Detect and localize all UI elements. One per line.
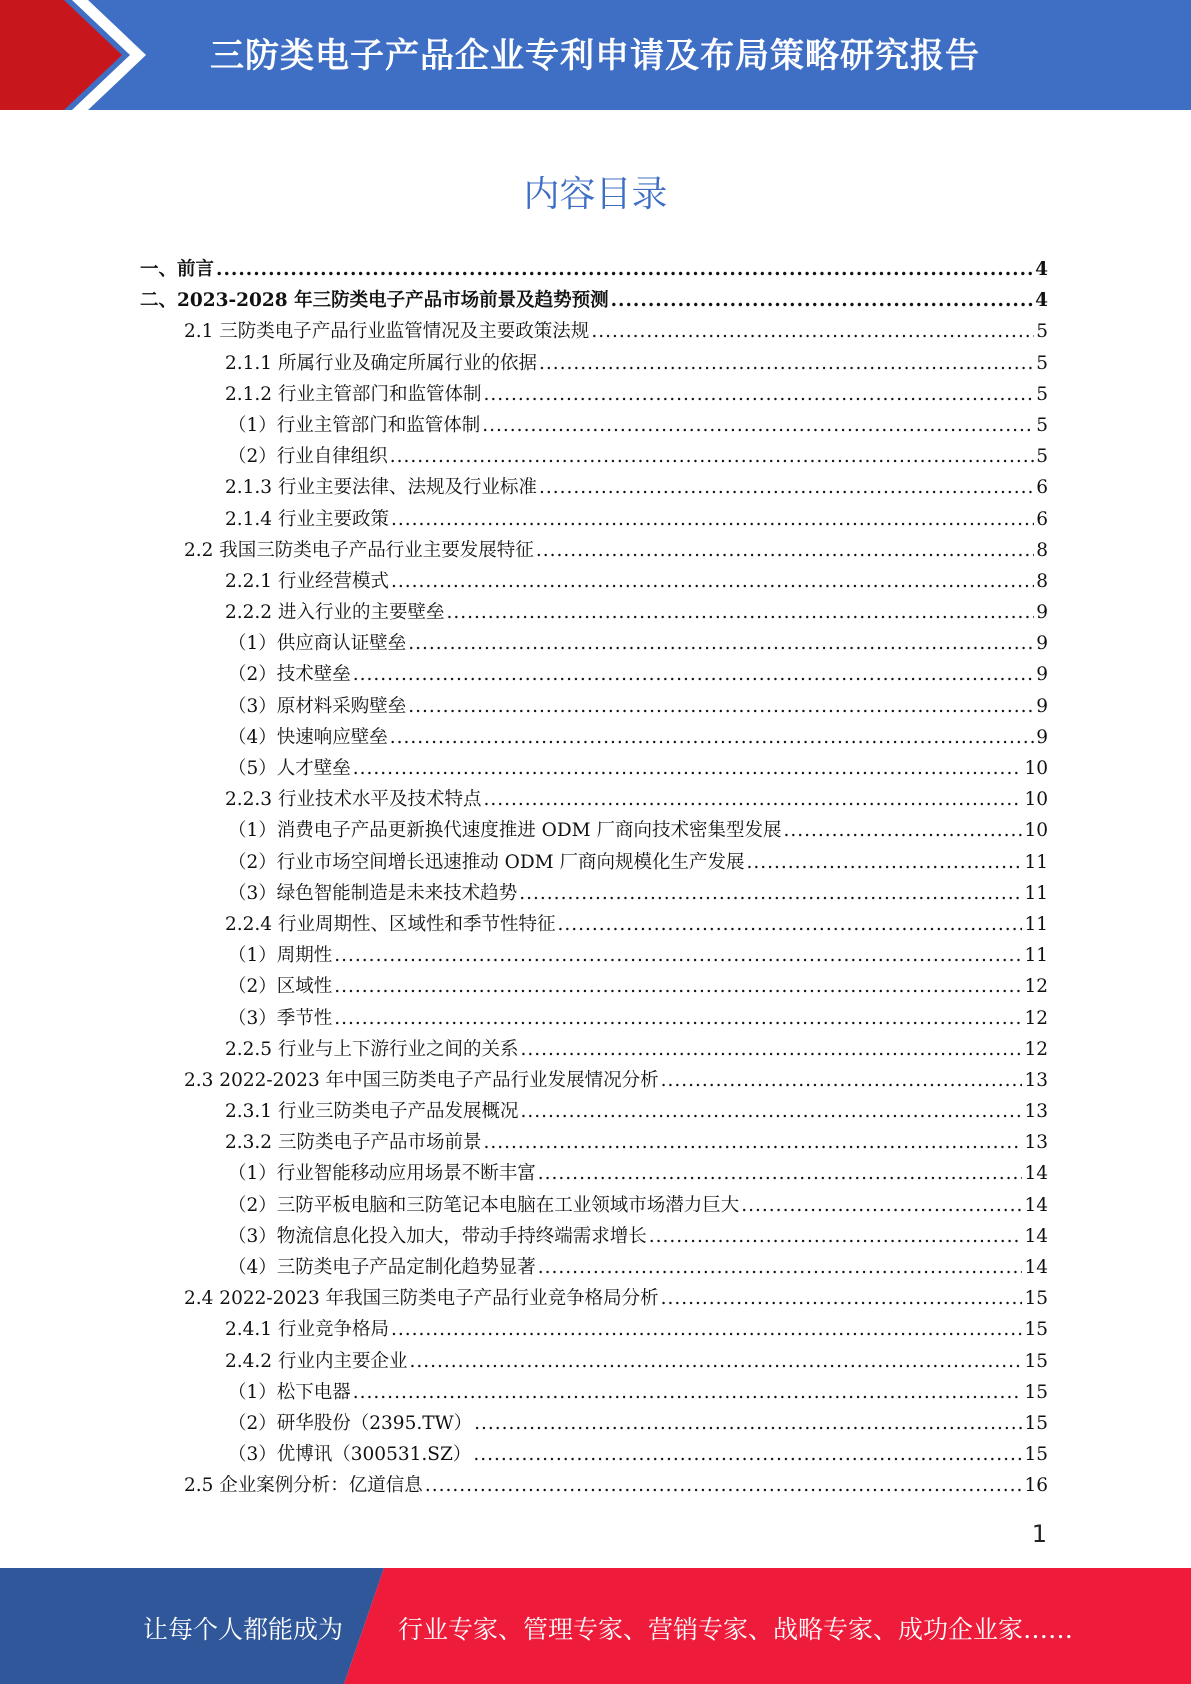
toc-entry-page: 13 [1024, 1132, 1048, 1154]
toc-entry[interactable] [140, 472, 1048, 503]
toc-entry-page: 6 [1036, 508, 1048, 530]
toc-entry[interactable] [140, 940, 1048, 971]
toc-entry[interactable] [140, 316, 1048, 347]
toc-entry[interactable] [140, 1439, 1048, 1470]
table-of-contents [140, 254, 1048, 1502]
toc-entry-label: 2.3 2022-2023 年中国三防类电子产品行业发展情况分析 [184, 1069, 659, 1091]
toc-entry-label: （1）行业智能移动应用场景不断丰富 [228, 1163, 536, 1185]
toc-entry-page: 13 [1024, 1069, 1048, 1091]
toc-entry-label: （4）快速响应壁垒 [228, 726, 388, 748]
toc-entry-label: （2）行业自律组织 [228, 446, 388, 468]
toc-entry-label: 2.3.2 三防类电子产品市场前景 [225, 1132, 482, 1154]
toc-dot-leader [334, 971, 1022, 1002]
toc-entry[interactable] [140, 1221, 1048, 1252]
toc-entry[interactable] [140, 566, 1048, 597]
toc-entry[interactable] [140, 1065, 1048, 1096]
toc-entry-page: 9 [1036, 726, 1048, 748]
toc-entry-page: 13 [1024, 1101, 1048, 1123]
toc-entry-page: 9 [1036, 633, 1048, 655]
toc-dot-leader [474, 1408, 1022, 1439]
toc-entry-page: 9 [1036, 664, 1048, 686]
toc-dot-leader [539, 472, 1034, 503]
toc-entry-page: 15 [1024, 1350, 1048, 1372]
toc-entry-label: 一、前言 [140, 259, 215, 280]
toc-entry-label: 2.3.1 行业三防类电子产品发展概况 [225, 1101, 519, 1123]
toc-dot-leader [446, 597, 1034, 628]
toc-heading: 内容目录 [523, 174, 668, 215]
toc-entry-page: 14 [1024, 1194, 1048, 1216]
toc-entry-page: 14 [1024, 1163, 1048, 1185]
toc-entry[interactable] [140, 410, 1048, 441]
toc-entry-page: 16 [1024, 1475, 1048, 1497]
toc-dot-leader [390, 441, 1034, 472]
toc-entry-label: 2.1.1 所属行业及确定所属行业的依据 [225, 352, 537, 374]
toc-entry[interactable] [140, 379, 1048, 410]
toc-dot-leader [539, 348, 1034, 379]
toc-entry-page: 8 [1036, 570, 1048, 592]
toc-entry-page: 5 [1036, 383, 1048, 405]
toc-dot-leader [334, 1003, 1022, 1034]
toc-entry[interactable] [140, 1346, 1048, 1377]
toc-entry-label: （3）优博讯（300531.SZ） [228, 1444, 472, 1466]
toc-entry-label: 2.1.4 行业主要政策 [225, 508, 389, 530]
toc-dot-leader [649, 1221, 1023, 1252]
toc-entry[interactable] [140, 1408, 1048, 1439]
toc-entry[interactable] [140, 348, 1048, 379]
toc-entry-page: 10 [1024, 820, 1048, 842]
toc-entry[interactable] [140, 504, 1048, 535]
toc-entry-label: （3）绿色智能制造是未来技术趋势 [228, 882, 518, 904]
toc-entry-page: 5 [1036, 414, 1048, 436]
toc-entry-label: （3）原材料采购壁垒 [228, 695, 407, 717]
footer-slogan-left: 让每个人都能成为 [143, 1615, 344, 1644]
toc-entry-label: （2）区域性 [228, 976, 333, 998]
toc-entry[interactable] [140, 441, 1048, 472]
toc-entry[interactable] [140, 971, 1048, 1002]
toc-dot-leader [409, 1346, 1022, 1377]
toc-dot-leader [353, 659, 1034, 690]
toc-dot-leader [661, 1283, 1023, 1314]
toc-dot-leader [473, 1439, 1022, 1470]
toc-entry[interactable] [140, 1190, 1048, 1221]
toc-entry-page: 14 [1024, 1257, 1048, 1278]
toc-dot-leader [536, 535, 1034, 566]
toc-entry-label: （5）人才壁垒 [228, 758, 351, 779]
toc-entry[interactable] [140, 1377, 1048, 1408]
toc-entry[interactable] [140, 1127, 1048, 1158]
footer-slogan-right: 行业专家、管理专家、营销专家、战略专家、成功企业家…… [398, 1615, 1074, 1644]
toc-entry[interactable] [140, 535, 1048, 566]
toc-dot-leader [611, 285, 1034, 316]
toc-entry-label: （1）周期性 [228, 945, 333, 967]
toc-entry-page: 12 [1024, 1038, 1048, 1060]
toc-entry-label: 2.4.1 行业竞争格局 [225, 1319, 389, 1341]
toc-entry-page: 15 [1024, 1444, 1048, 1466]
toc-entry-label: （2）技术壁垒 [228, 664, 351, 686]
toc-dot-leader [538, 1252, 1023, 1283]
toc-dot-leader [391, 566, 1034, 597]
toc-entry[interactable] [140, 722, 1048, 753]
toc-dot-leader [334, 940, 1022, 971]
toc-entry[interactable] [140, 815, 1048, 846]
toc-entry[interactable] [140, 753, 1048, 784]
toc-entry-page: 4 [1035, 290, 1048, 312]
toc-entry-label: （2）研华股份（2395.TW） [228, 1412, 473, 1434]
toc-dot-leader [390, 722, 1034, 753]
toc-entry-page: 14 [1024, 1225, 1048, 1247]
toc-dot-leader [746, 847, 1022, 878]
toc-dot-leader [538, 1158, 1023, 1189]
toc-dot-leader [483, 379, 1034, 410]
toc-dot-leader [425, 1470, 1023, 1501]
toc-entry-label: 2.4.2 行业内主要企业 [225, 1350, 408, 1372]
toc-entry-label: （4）三防类电子产品定制化趋势显著 [228, 1257, 536, 1278]
toc-dot-leader [408, 691, 1034, 722]
toc-entry[interactable] [140, 597, 1048, 628]
header-arrow-decoration [0, 0, 160, 110]
toc-entry-page: 5 [1036, 321, 1048, 343]
toc-entry[interactable] [140, 847, 1048, 878]
toc-entry-label: （3）季节性 [228, 1007, 333, 1029]
toc-entry-page: 8 [1036, 539, 1048, 561]
toc-entry-label: （1）消费电子产品更新换代速度推进 ODM 厂商向技术密集型发展 [228, 820, 782, 842]
toc-dot-leader [353, 753, 1023, 784]
toc-entry-label: 二、2023-2028 年三防类电子产品市场前景及趋势预测 [140, 290, 609, 312]
toc-entry-page: 11 [1024, 913, 1048, 935]
toc-entry-page: 10 [1024, 758, 1048, 779]
toc-entry[interactable] [140, 1003, 1048, 1034]
toc-dot-leader [520, 1096, 1022, 1127]
toc-entry-page: 5 [1036, 352, 1048, 374]
toc-entry[interactable] [140, 659, 1048, 690]
document-title: 三防类电子产品企业专利申请及布局策略研究报告 [210, 36, 980, 76]
page-number: 1 [1031, 1520, 1047, 1548]
toc-dot-leader [482, 410, 1034, 441]
toc-entry-label: （1）供应商认证壁垒 [228, 633, 407, 655]
toc-entry[interactable] [140, 1034, 1048, 1065]
toc-entry-page: 10 [1024, 789, 1048, 811]
toc-entry[interactable] [140, 784, 1048, 815]
toc-entry-label: （3）物流信息化投入加大，带动手持终端需求增长 [228, 1225, 647, 1247]
toc-entry[interactable] [140, 1314, 1048, 1345]
toc-entry-page: 6 [1036, 477, 1048, 499]
toc-entry-page: 11 [1024, 851, 1048, 873]
toc-entry[interactable] [140, 628, 1048, 659]
toc-entry-label: 2.2.1 行业经营模式 [225, 570, 389, 592]
toc-dot-leader [216, 254, 1033, 285]
toc-entry-label: 2.1.3 行业主要法律、法规及行业标准 [225, 477, 537, 499]
toc-dot-leader [353, 1377, 1023, 1408]
toc-dot-leader [591, 316, 1034, 347]
toc-entry-label: （1）行业主管部门和监管体制 [228, 414, 481, 436]
toc-entry-page: 9 [1036, 602, 1048, 624]
toc-entry[interactable] [140, 1158, 1048, 1189]
toc-entry-page: 15 [1024, 1319, 1048, 1341]
toc-entry-page: 15 [1024, 1288, 1048, 1310]
toc-entry[interactable] [140, 285, 1048, 316]
toc-entry-page: 11 [1024, 945, 1048, 967]
toc-dot-leader [520, 1034, 1022, 1065]
toc-dot-leader [741, 1190, 1022, 1221]
toc-entry[interactable] [140, 909, 1048, 940]
toc-entry[interactable] [140, 691, 1048, 722]
toc-entry[interactable] [140, 878, 1048, 909]
toc-entry-page: 12 [1024, 976, 1048, 998]
toc-dot-leader [661, 1065, 1023, 1096]
toc-entry-label: 2.4 2022-2023 年我国三防类电子产品行业竞争格局分析 [184, 1288, 659, 1310]
toc-entry[interactable] [140, 1283, 1048, 1314]
toc-dot-leader [391, 504, 1034, 535]
toc-entry-label: 2.2.4 行业周期性、区域性和季节性特征 [225, 913, 556, 935]
toc-entry-label: 2.2 我国三防类电子产品行业主要发展特征 [184, 539, 534, 561]
toc-entry[interactable] [140, 1096, 1048, 1127]
page-footer [0, 1568, 1191, 1684]
toc-entry-page: 15 [1024, 1412, 1048, 1434]
toc-dot-leader [483, 784, 1022, 815]
toc-entry-label: 2.2.2 进入行业的主要壁垒 [225, 602, 445, 624]
toc-entry-label: 2.2.3 行业技术水平及技术特点 [225, 789, 482, 811]
toc-dot-leader [519, 878, 1022, 909]
toc-entry-label: 2.5 企业案例分析：亿道信息 [184, 1475, 423, 1497]
toc-entry-page: 11 [1024, 882, 1048, 904]
toc-dot-leader [391, 1314, 1022, 1345]
toc-entry-page: 9 [1036, 695, 1048, 717]
page-header [0, 0, 1191, 110]
toc-entry-label: 2.1 三防类电子产品行业监管情况及主要政策法规 [184, 321, 590, 343]
toc-entry-page: 5 [1036, 446, 1048, 468]
toc-entry-page: 4 [1035, 259, 1048, 280]
toc-entry-label: 2.2.5 行业与上下游行业之间的关系 [225, 1038, 519, 1060]
toc-entry[interactable] [140, 1252, 1048, 1283]
toc-entry-page: 12 [1024, 1007, 1048, 1029]
toc-entry-label: （1）松下电器 [228, 1381, 351, 1403]
toc-entry[interactable] [140, 254, 1048, 285]
toc-entry[interactable] [140, 1470, 1048, 1501]
toc-dot-leader [408, 628, 1034, 659]
toc-entry-label: 2.1.2 行业主管部门和监管体制 [225, 383, 482, 405]
toc-entry-label: （2）三防平板电脑和三防笔记本电脑在工业领域市场潜力巨大 [228, 1194, 740, 1216]
toc-dot-leader [557, 909, 1022, 940]
toc-dot-leader [483, 1127, 1022, 1158]
toc-entry-label: （2）行业市场空间增长迅速推动 ODM 厂商向规模化生产发展 [228, 851, 745, 873]
toc-dot-leader [783, 815, 1022, 846]
toc-entry-page: 15 [1024, 1381, 1048, 1403]
